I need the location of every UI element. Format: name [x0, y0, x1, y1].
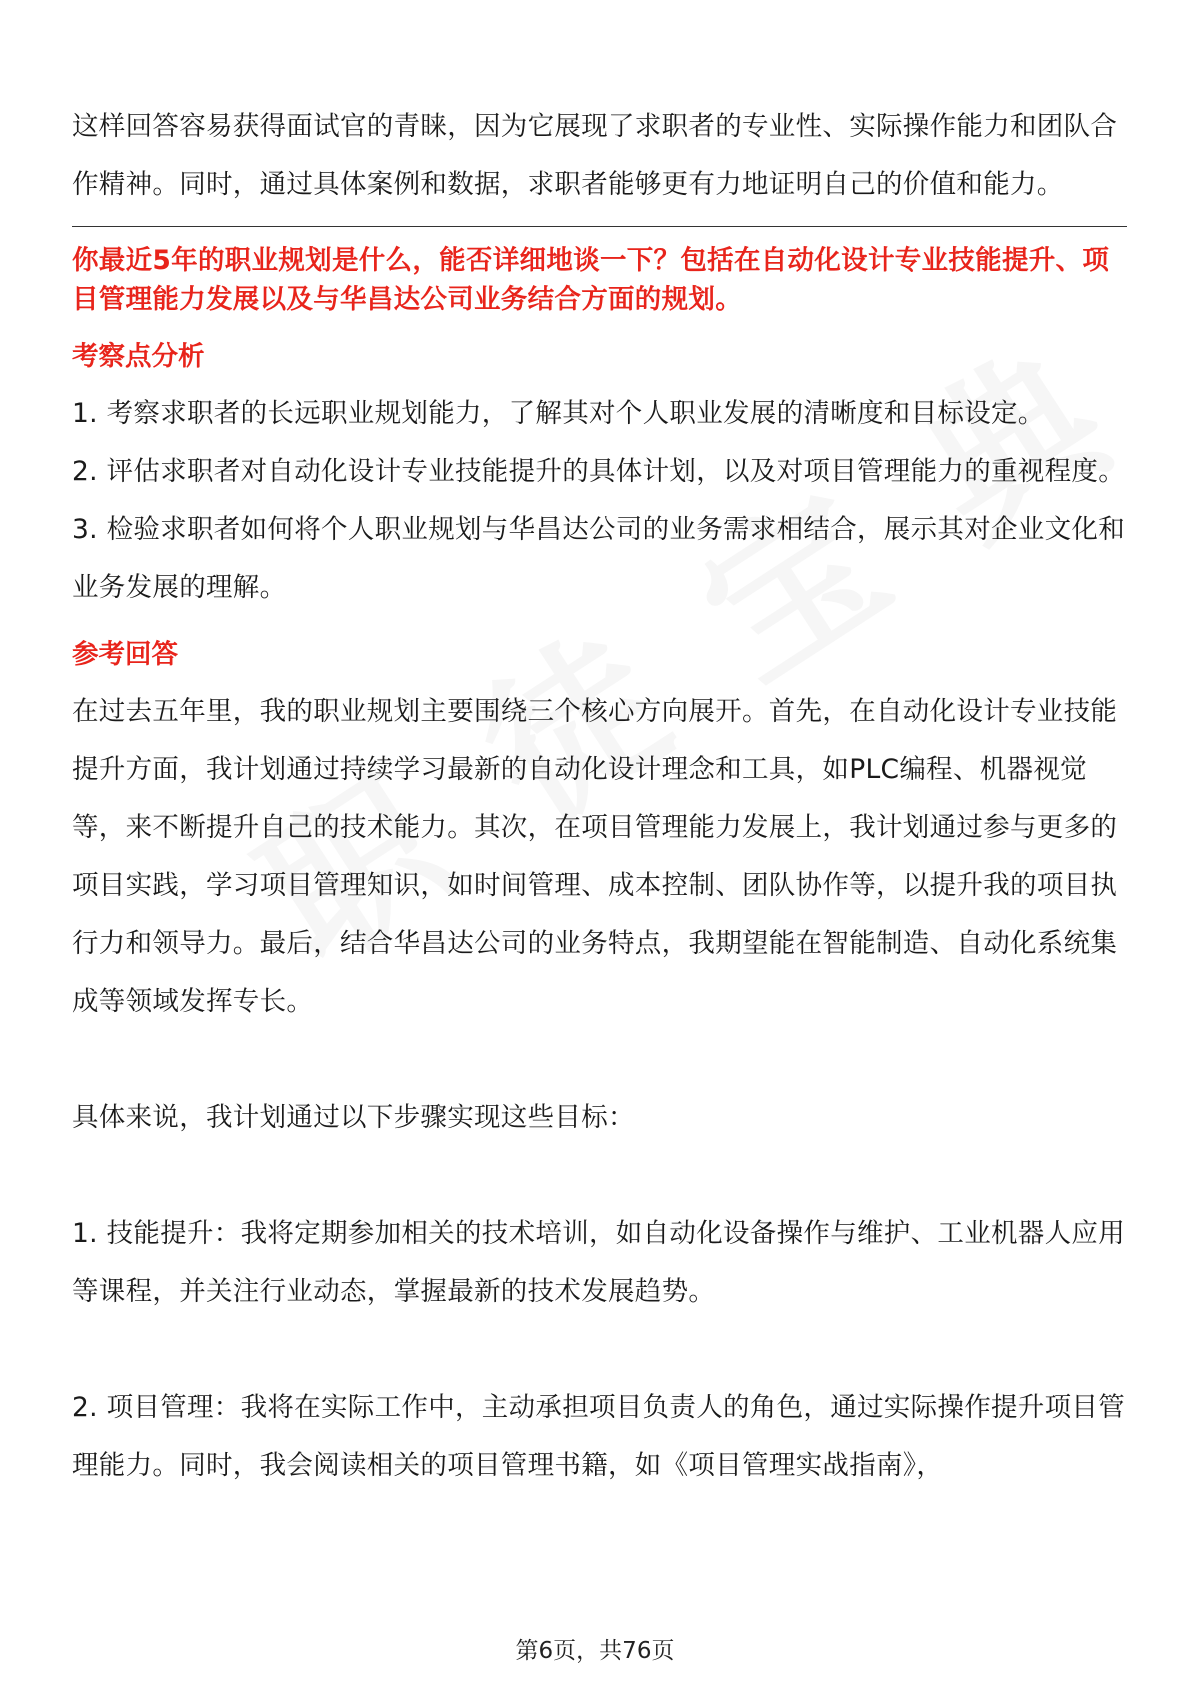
answer-paragraph: 在过去五年里，我的职业规划主要围绕三个核心方向展开。首先，在自动化设计专业技能提升方面，我计划通过持续学习最新的自动化设计理念和工具，如PLC编程、机器视觉等，来不断提升自己的技术能力。其次，在项目管理能力发展上，我计划通过参与更多的项目实践，学习项目管理知识，如时间管理、成本控制、团队协作等，以提升我的项目执行力和领导力。最后，结合华昌达公司的业务特点，我期望能在智能制造、自动化系统集成等领域发挥专长。 [72, 696, 1118, 1017]
analysis-list [72, 385, 1127, 617]
analysis-item: 3. 检验求职者如何将个人职业规划与华昌达公司的业务需求相结合，展示其对企业文化和业务发展的理解。 [72, 514, 1126, 603]
interview-question: 你最近5年的职业规划是什么，能否详细地谈一下？包括在自动化设计专业技能提升、项目管理能力发展以及与华昌达公司业务结合方面的规划。 [72, 245, 1110, 315]
answer-step: 2. 项目管理：我将在实际工作中，主动承担项目负责人的角色，通过实际操作提升项目管理能力。同时，我会阅读相关的项目管理书籍，如《项目管理实战指南》， [72, 1392, 1126, 1481]
analysis-item: 1. 考察求职者的长远职业规划能力，了解其对个人职业发展的清晰度和目标设定。 [72, 398, 1045, 429]
answer-paragraph: 具体来说，我计划通过以下步骤实现这些目标： [72, 1102, 635, 1133]
page-content [72, 98, 1127, 1495]
page-number: 第6页，共76页 [515, 1638, 675, 1664]
answer-heading: 参考回答 [72, 639, 178, 670]
paragraph-gap [72, 1031, 1127, 1089]
intro-paragraph: 这样回答容易获得面试官的青睐，因为它展现了求职者的专业性、实际操作能力和团队合作精神。同时，通过具体案例和数据，求职者能够更有力地证明自己的价值和能力。 [72, 111, 1118, 200]
analysis-heading: 考察点分析 [72, 341, 205, 372]
answer-step: 1. 技能提升：我将定期参加相关的技术培训，如自动化设备操作与维护、工业机器人应用等课程，并关注行业动态，掌握最新的技术发展趋势。 [72, 1218, 1126, 1307]
paragraph-gap [72, 1147, 1127, 1205]
paragraph-gap [72, 1321, 1127, 1379]
section-divider [72, 226, 1127, 227]
analysis-item: 2. 评估求职者对自动化设计专业技能提升的具体计划，以及对项目管理能力的重视程度。 [72, 456, 1126, 487]
